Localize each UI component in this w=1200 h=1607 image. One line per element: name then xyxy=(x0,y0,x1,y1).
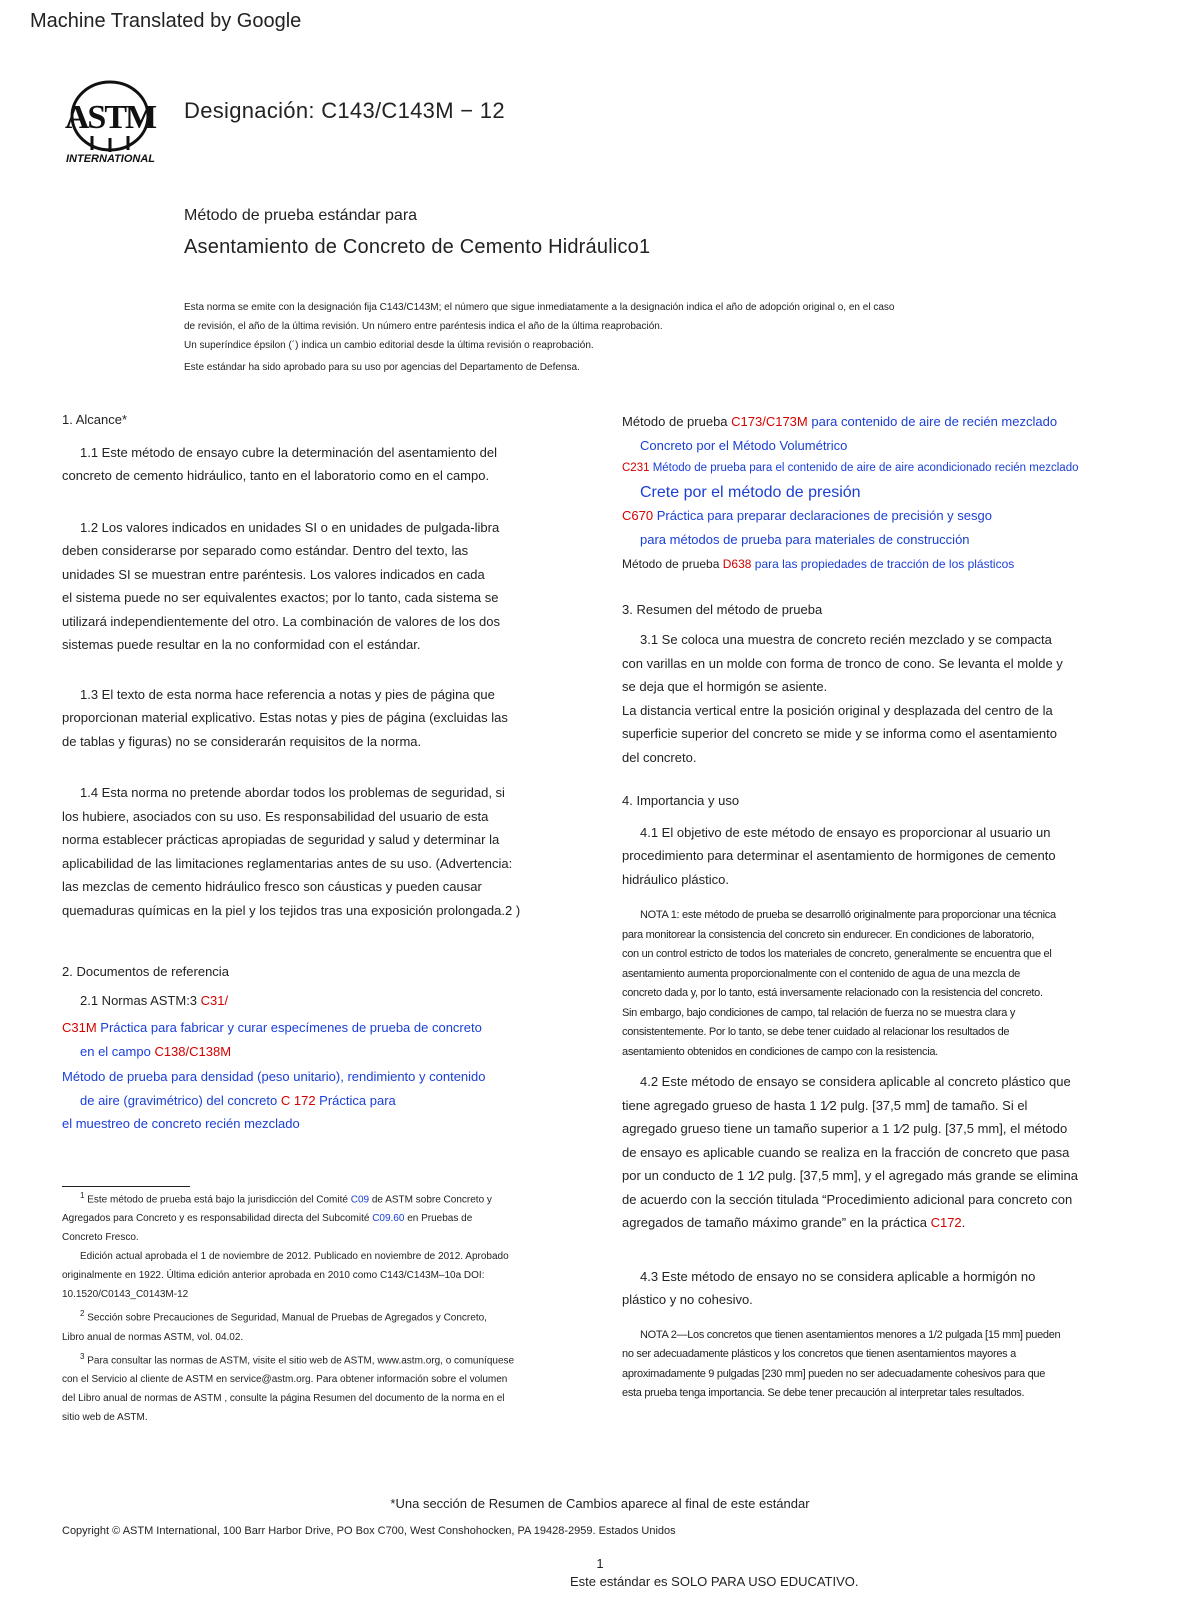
svg-text:ASTM: ASTM xyxy=(64,99,156,136)
left-column: 1. Alcance* 1.1 Este método de ensayo cubre la determinación del asentamiento del concreto de cemento hidráulico, tanto en el laboratorio como en el campo. 1.2 Los valores indicados en unidades SI o en unidades de pulgada-libra deben considerarse por separado como estándar. Dentro del texto, las unidades SI se muestran entre paréntesis. Los valores indicados en cada el sistema puede no ser equivalentes exactos; por lo tanto, cada sistema se utilizará independientemente del otro. La combinación de valores de los dos sistemas puede resultar en la no conformidad con el estándar. 1.3 El texto de esta norma hace referencia a notas y pies de página que proporcionan material explicativo. Estas notas y pies de página (excluidas las de tablas y figuras) no se considerarán requisitos de la norma. 1.4 Esta norma no pretende abordar todos los problemas de seguridad, si los hubiere, asociados con su uso. Es responsabilidad del usuario de esta norma establecer prácticas apropiadas de seguridad y salud y determinar la aplicabilidad de las limitaciones reglamentarias antes de su uso. (Advertencia: las mezclas de cemento hidráulico fresco son cáusticas y pueden causar quemaduras químicas en la piel y los tejidos tras una exposición prolongada.2 ) 2. Documentos de referencia 2.1 Normas ASTM:3 C31/ C31M Práctica para fabricar y curar especímenes de prueba de concreto en el campo C138/C138M Método de prueba para densidad (peso unitario), rendimiento y contenido de aire (gravimétrico) del concreto C 172 Práctica para el muestreo de concreto recién mezclado xyxy=(62,408,582,1136)
paragraph: 1.1 Este método de ensayo cubre la determinación del asentamiento del xyxy=(80,444,497,460)
section-heading: 4. Importancia y uso xyxy=(622,793,740,808)
note-2: NOTA 2—Los concretos que tienen asentamientos menores a 1/2 pulgada [15 mm] pueden no ser adecuadamente plásticos y los concretos que tienen asentamientos mayores a aproximadamente 9 pulgadas [230 mm] pueden no ser adecuadamente cohesivos para que esta prueba tenga importancia. Se debe tener precaución al interpretar tales resultados. xyxy=(622,1328,1061,1399)
paragraph: 3.1 Se coloca una muestra de concreto recién mezclado y se compacta xyxy=(640,632,1052,647)
right-column: Método de prueba C173/C173M para contenido de aire de recién mezclado Concreto por el Método Volumétrico C231 Método de prueba para el contenido de aire de aire acondicionado recién mezclado Crete por el método de presión C670 Práctica para preparar declaraciones de precisión y sesgo para métodos de prueba para materiales de construcción Método de prueba D638 para las propiedades de tracción de los plásticos 3. Resumen del método de prueba 3.1 Se coloca una muestra de concreto recién mezclado y se compacta con varillas en un molde con forma de tronco de cono. Se levanta el molde y se deja que el hormigón se asiente. La distancia vertical entre la posición original y desplazada del centro de la superficie superior del concreto se mide y se informa como el asentamiento del concreto. 4. Importancia y uso 4.1 El objetivo de este método de ensayo es proporcionar al usuario un procedimiento para determinar el asentamiento de hormigones de cemento hidráulico plástico. NOTA 1: este método de prueba se desarrolló originalmente para proporcionar una técnica para monitorear la consistencia del concreto sin endurecer. En condiciones de laboratorio, con un control estricto de todos los materiales de concreto, generalmente se encuentra que el asentamiento aumenta proporcionalmente con el contenido de agua de una mezcla de concreto dada y, por lo tanto, está inversamente relacionado con la resistencia del concreto. Sin embargo, bajo condiciones de campo, tal relación de fuerza no se muestra clara y consistentemente. Por lo tanto, se debe tener cuidado al relacionar los resultados de asentamiento obtenidos en condiciones de campo con la resistencia. 4.2 Este método de ensayo se considera aplicable al concreto plástico que tiene agregado grueso de hasta 1 1⁄2 pulg. [37,5 mm] de tamaño. Si el agregado grueso tiene un tamaño superior a 1 1⁄2 pulg. [37,5 mm], el método de ensayo es aplicable cuando se realiza en la fracción de concreto que pasa por un conducto de 1 1⁄2 pulg. [37,5 mm], y el agregado más grande se elimina de acuerdo con la sección titulada “Procedimiento adicional para concreto con agregados de tamaño máximo grande” en la práctica C172. 4.3 Este método de ensayo no se considera aplicable a hormigón no plástico y no cohesivo. NOTA 2—Los concretos que tienen asentamientos menores a 1/2 pulgada [15 mm] pueden no ser adecuadamente plásticos y los concretos que tienen asentamientos mayores a aproximadamente 9 pulgadas [230 mm] pueden no ser adecuadamente cohesivos para que esta prueba tenga importancia. Se debe tener precaución al interpretar tales resultados. xyxy=(622,410,1162,1404)
section-heading: 3. Resumen del método de prueba xyxy=(622,601,823,617)
reference-link-c31m[interactable]: C31M xyxy=(62,1020,97,1035)
paragraph: 4.1 El objetivo de este método de ensayo es proporcionar al usuario un xyxy=(640,824,1051,840)
machine-translated-banner: Machine Translated by Google xyxy=(30,10,302,32)
paragraph: 4.2 Este método de ensayo se considera aplicable al concreto plástico que xyxy=(640,1074,1071,1089)
astm-logo xyxy=(62,78,172,168)
reference-link-c138[interactable]: C138/C138M xyxy=(154,1043,232,1059)
paragraph: 1.3 El texto de esta norma hace referencia a notas y pies de página que xyxy=(80,686,495,702)
paragraph: 1.4 Esta norma no pretende abordar todos los problemas de seguridad, si xyxy=(80,785,505,800)
section-heading: 2. Documentos de referencia xyxy=(62,964,229,979)
summary-of-changes-note: *Una sección de Resumen de Cambios aparece al final de este estándar xyxy=(390,1496,810,1511)
reference-link-c172[interactable]: C172 xyxy=(930,1215,962,1230)
reference-link-c173[interactable]: C173/C173M xyxy=(731,414,808,429)
reference-link-d638[interactable]: D638 xyxy=(722,557,752,571)
section-heading: 1. Alcance* xyxy=(62,412,128,427)
reference-entry: Método de prueba para densidad (peso unitario), rendimiento y contenido xyxy=(62,1069,486,1084)
note-1: NOTA 1: este método de prueba se desarrolló originalmente para proporcionar una técnica para monitorear la consistencia del concreto sin endurecer. En condiciones de laboratorio, con un control estricto de todos los materiales de concreto, generalmente se encuentra que el asentamiento aumenta proporcionalmente con el contenido de agua de una mezcla de concreto dada y, por lo tanto, está inversamente relacionado con la resistencia del concreto. Sin embargo, bajo condiciones de campo, tal relación de fuerza no se muestra clara y consistentemente. Por lo tanto, se debe tener cuidado al relacionar los resultados de asentamiento obtenidos en condiciones de campo con la resistencia. xyxy=(622,909,1056,1058)
page-number: 1 xyxy=(596,1556,604,1571)
approval-note: Este estándar ha sido aprobado para su uso por agencias del Departamento de Defensa. xyxy=(184,362,580,373)
doc-title: Asentamiento de Concreto de Cemento Hidráulico1 xyxy=(184,236,651,258)
doc-subtitle: Método de prueba estándar para xyxy=(184,207,418,224)
designation: Designación: C143/C143M − 12 xyxy=(184,98,505,123)
educational-use-notice: Este estándar es SOLO PARA USO EDUCATIVO. xyxy=(570,1574,859,1589)
paragraph: 4.3 Este método de ensayo no se considera aplicable a hormigón no xyxy=(640,1268,1036,1284)
reference-link-c670[interactable]: C670 xyxy=(622,508,654,523)
footnotes: $^1$ Este método de prueba está bajo la jurisdicción del Comité C09 de ASTM sobre Concreto y Agregados para Concreto y es responsabilidad directa del Subcomité C09.60 en Pruebas de Concreto Fresco. Edición actual aprobada el 1 de noviembre de 2012. Publicado en noviembre de 2012. Aprobado originalmente en 1922. Última edición anterior aprobada en 2010 como C143/C143M–10a DOI: 10.1520/C0143_C0143M-12 $^2$ Sección sobre Precauciones de Seguridad, Manual de Pruebas de Agregados y Concreto, Libro anual de normas ASTM, vol. 04.02. $^3$ Para consultar las normas de ASTM, visite el sitio web de ASTM, www.astm.org, o comuníquese con el Servicio al cliente de ASTM en service@astm.org. Para obtener información sobre el volumen del Libro anual de normas de ASTM , consulte la página Resumen del documento de la norma en el sitio web de ASTM. xyxy=(62,1191,515,1423)
reference-link-c31[interactable]: C31/ xyxy=(200,992,229,1008)
logo-caption: INTERNATIONAL xyxy=(66,153,156,165)
footnote-link-c09[interactable]: C09 xyxy=(350,1194,370,1206)
paragraph: 1.2 Los valores indicados en unidades SI o en unidades de pulgada-libra xyxy=(80,519,500,535)
footnote-link-c0960[interactable]: C09.60 xyxy=(372,1213,405,1225)
copyright: Copyright © ASTM International, 100 Barr Harbor Drive, PO Box C700, West Conshohocken, PA 19428-2959. Estados Unidos xyxy=(62,1525,676,1537)
reference-link-c172[interactable]: C 172 xyxy=(280,1092,316,1108)
issuance-note: Esta norma se emite con la designación fija C143/C143M; el número que sigue inmediatamente a la designación indica el año de adopción original o, en el caso de revisión, el año de la última revisión. Un número entre paréntesis indica el año de la última reaprobación. Un superíndice épsilon (´) indica un cambio editorial desde la última revisión o reaprobación. xyxy=(184,302,895,351)
reference-link-c231[interactable]: C231 xyxy=(622,462,650,474)
